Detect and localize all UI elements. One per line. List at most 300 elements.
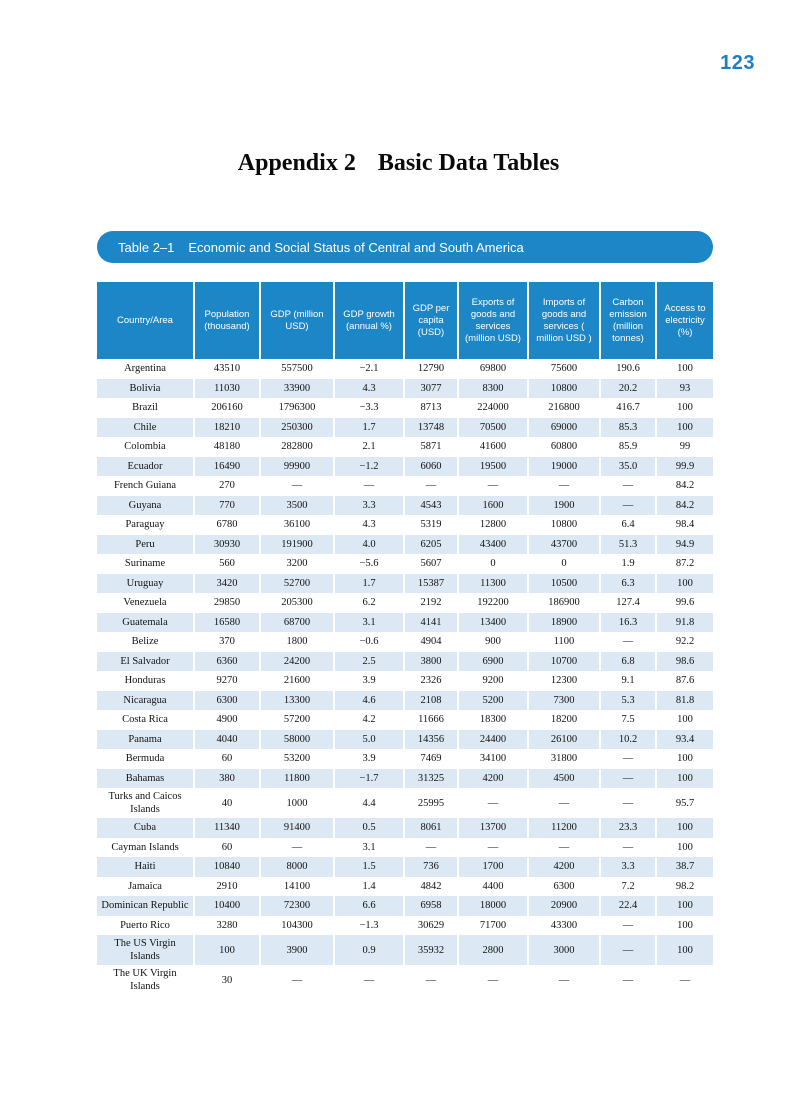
value-cell: 7469 [404, 749, 458, 769]
table-caption-bar [97, 231, 713, 263]
value-cell: 216800 [528, 398, 600, 418]
value-cell: 5.3 [600, 691, 656, 711]
value-cell: 16.3 [600, 613, 656, 633]
value-cell: 7300 [528, 691, 600, 711]
value-cell: 15387 [404, 574, 458, 594]
value-cell: 10400 [194, 896, 260, 916]
value-cell: 100 [656, 896, 713, 916]
value-cell: 40 [194, 788, 260, 818]
table-row [97, 769, 713, 789]
value-cell: 1800 [260, 632, 334, 652]
value-cell: 43700 [528, 535, 600, 555]
value-cell: — [528, 476, 600, 496]
value-cell: 3.3 [600, 857, 656, 877]
column-header-gdp-per-capita: GDP per capita (USD) [404, 282, 458, 359]
value-cell: 10800 [528, 379, 600, 399]
value-cell: 370 [194, 632, 260, 652]
value-cell: 1100 [528, 632, 600, 652]
value-cell: — [404, 476, 458, 496]
value-cell: 3.1 [334, 838, 404, 858]
country-cell: Ecuador [97, 457, 194, 477]
value-cell: 100 [656, 418, 713, 438]
value-cell: 11800 [260, 769, 334, 789]
value-cell: 5607 [404, 554, 458, 574]
value-cell: 5.0 [334, 730, 404, 750]
value-cell: 770 [194, 496, 260, 516]
country-cell: Chile [97, 418, 194, 438]
value-cell: 57200 [260, 710, 334, 730]
country-cell: Brazil [97, 398, 194, 418]
value-cell: 68700 [260, 613, 334, 633]
value-cell: 206160 [194, 398, 260, 418]
value-cell: — [528, 788, 600, 818]
country-cell: The UK Virgin Islands [97, 965, 194, 995]
value-cell: 60 [194, 838, 260, 858]
value-cell: 1.7 [334, 574, 404, 594]
value-cell: — [458, 788, 528, 818]
value-cell: 5319 [404, 515, 458, 535]
header-row [97, 282, 713, 359]
table-row [97, 613, 713, 633]
table-row [97, 593, 713, 613]
country-cell: Guyana [97, 496, 194, 516]
value-cell: 5871 [404, 437, 458, 457]
value-cell: — [600, 632, 656, 652]
value-cell: −5.6 [334, 554, 404, 574]
value-cell: 1000 [260, 788, 334, 818]
value-cell: 4500 [528, 769, 600, 789]
value-cell: 100 [656, 818, 713, 838]
value-cell: −1.7 [334, 769, 404, 789]
value-cell: 24400 [458, 730, 528, 750]
value-cell: 5200 [458, 691, 528, 711]
value-cell: 127.4 [600, 593, 656, 613]
table-row [97, 749, 713, 769]
value-cell: 14100 [260, 877, 334, 897]
value-cell: 8300 [458, 379, 528, 399]
value-cell: 100 [677, 402, 693, 414]
column-header-gdp: GDP (million USD) [260, 282, 334, 359]
value-cell: — [600, 935, 656, 965]
value-cell: 33900 [260, 379, 334, 399]
value-cell: 6060 [404, 457, 458, 477]
value-cell: 13300 [260, 691, 334, 711]
value-cell: 7.5 [600, 710, 656, 730]
value-cell: 70500 [458, 418, 528, 438]
value-cell: 99 [679, 441, 691, 453]
value-cell: 53200 [260, 749, 334, 769]
value-cell: — [600, 965, 656, 995]
value-cell: 191900 [260, 535, 334, 555]
value-cell: 93 [656, 379, 713, 399]
table-row [97, 935, 713, 965]
value-cell: 3900 [260, 935, 334, 965]
value-cell: 84.2 [675, 480, 695, 492]
value-cell: 31325 [404, 769, 458, 789]
value-cell: — [260, 476, 334, 496]
table-row [97, 632, 713, 652]
value-cell: 14356 [404, 730, 458, 750]
column-header-country: Country/Area [97, 282, 194, 359]
column-header-exports: Exports of goods and services (million USD) [458, 282, 528, 359]
value-cell: 18210 [194, 418, 260, 438]
table-row [97, 359, 713, 379]
value-cell: 2192 [404, 593, 458, 613]
value-cell: 52700 [260, 574, 334, 594]
country-cell: Haiti [97, 857, 194, 877]
value-cell: 75600 [528, 359, 600, 379]
value-cell: 3.9 [334, 671, 404, 691]
value-cell: 192200 [458, 593, 528, 613]
value-cell: 4.3 [334, 379, 404, 399]
table-row [97, 877, 713, 897]
value-cell: 91400 [260, 818, 334, 838]
country-cell: The US Virgin Islands [97, 935, 194, 965]
value-cell: 72300 [260, 896, 334, 916]
value-cell: 100 [656, 935, 713, 965]
value-cell: 0.9 [334, 935, 404, 965]
value-cell: 3420 [194, 574, 260, 594]
value-cell: — [528, 838, 600, 858]
value-cell: 58000 [260, 730, 334, 750]
title-text: Basic Data Tables [377, 150, 560, 176]
country-cell: El Salvador [97, 652, 194, 672]
value-cell: — [404, 838, 458, 858]
value-cell: 10700 [528, 652, 600, 672]
value-cell: 3500 [260, 496, 334, 516]
value-cell: 31800 [528, 749, 600, 769]
value-cell: 13748 [404, 418, 458, 438]
value-cell: 91.8 [656, 613, 713, 633]
value-cell: 11340 [194, 818, 260, 838]
value-cell: −3.3 [334, 398, 404, 418]
value-cell: — [600, 476, 656, 496]
value-cell: 13400 [458, 613, 528, 633]
value-cell: 69000 [528, 418, 600, 438]
value-cell: — [600, 838, 656, 858]
value-cell: 41600 [458, 437, 528, 457]
table-row [97, 457, 713, 477]
value-cell: 19500 [458, 457, 528, 477]
value-cell: 9.1 [600, 671, 656, 691]
value-cell: 51.3 [600, 535, 656, 555]
table-row [97, 788, 713, 818]
value-cell: 2326 [404, 671, 458, 691]
value-cell: 4900 [194, 710, 260, 730]
value-cell: 1.4 [334, 877, 404, 897]
value-cell: 270 [194, 476, 260, 496]
value-cell: 4543 [404, 496, 458, 516]
value-cell: 38.7 [656, 857, 713, 877]
value-cell: 12300 [528, 671, 600, 691]
value-cell: 224000 [458, 398, 528, 418]
country-cell: Bahamas [97, 769, 194, 789]
country-cell: Belize [97, 632, 194, 652]
table-row [97, 671, 713, 691]
value-cell: 6780 [194, 515, 260, 535]
value-cell: — [458, 476, 528, 496]
table-row [97, 730, 713, 750]
value-cell: 4040 [194, 730, 260, 750]
value-cell: — [334, 476, 404, 496]
value-cell: 205300 [260, 593, 334, 613]
value-cell: 6205 [404, 535, 458, 555]
value-cell: 43400 [458, 535, 528, 555]
value-cell: 4200 [528, 857, 600, 877]
value-cell: 0.5 [334, 818, 404, 838]
country-cell: Suriname [97, 554, 194, 574]
value-cell: 10800 [528, 515, 600, 535]
column-header-population: Population (thousand) [194, 282, 260, 359]
table-row [97, 554, 713, 574]
table-row [97, 574, 713, 594]
country-cell: Paraguay [97, 515, 194, 535]
value-cell: 29850 [194, 593, 260, 613]
value-cell: 95.7 [675, 797, 695, 809]
value-cell: 0 [458, 554, 528, 574]
value-cell: 87.2 [675, 558, 695, 570]
value-cell: 10.2 [600, 730, 656, 750]
page-title [0, 150, 797, 177]
value-cell: 1.9 [600, 554, 656, 574]
value-cell: 98.4 [675, 519, 695, 531]
table-row [97, 652, 713, 672]
value-cell: 20900 [528, 896, 600, 916]
country-cell: Venezuela [97, 593, 194, 613]
table-row [97, 476, 713, 496]
value-cell: 1.7 [334, 418, 404, 438]
value-cell: 3000 [528, 935, 600, 965]
value-cell: 11200 [528, 818, 600, 838]
value-cell: 1796300 [260, 398, 334, 418]
country-cell: Panama [97, 730, 194, 750]
value-cell: 30930 [194, 535, 260, 555]
value-cell: 100 [677, 363, 693, 375]
value-cell: 8000 [260, 857, 334, 877]
value-cell: 4400 [458, 877, 528, 897]
value-cell: 100 [677, 753, 693, 765]
country-cell: Cayman Islands [97, 838, 194, 858]
value-cell: 3800 [404, 652, 458, 672]
value-cell: 60800 [528, 437, 600, 457]
value-cell: 6.4 [600, 515, 656, 535]
value-cell: 16490 [194, 457, 260, 477]
value-cell: 10840 [194, 857, 260, 877]
value-cell: 30 [194, 965, 260, 995]
value-cell: 4.6 [334, 691, 404, 711]
value-cell: 6.8 [600, 652, 656, 672]
value-cell: 3077 [404, 379, 458, 399]
country-cell: Costa Rica [97, 710, 194, 730]
value-cell: 20.2 [600, 379, 656, 399]
value-cell: 16580 [194, 613, 260, 633]
value-cell: 35.0 [600, 457, 656, 477]
value-cell: 3.3 [334, 496, 404, 516]
value-cell: 3.1 [334, 613, 404, 633]
value-cell: — [600, 916, 656, 936]
value-cell: 18200 [528, 710, 600, 730]
value-cell: 100 [194, 935, 260, 965]
value-cell: — [458, 838, 528, 858]
value-cell: 9270 [194, 671, 260, 691]
value-cell: 100 [677, 841, 693, 853]
value-cell: 71700 [458, 916, 528, 936]
value-cell: 2.1 [334, 437, 404, 457]
country-cell: Puerto Rico [97, 916, 194, 936]
appendix-label: Appendix 2 [237, 150, 356, 176]
value-cell: — [600, 769, 656, 789]
value-cell: 6958 [404, 896, 458, 916]
value-cell: 18900 [528, 613, 600, 633]
value-cell: 900 [458, 632, 528, 652]
value-cell: 36100 [260, 515, 334, 535]
country-cell: Bolivia [97, 379, 194, 399]
country-cell: Turks and Caicos Islands [97, 788, 194, 818]
value-cell: 13700 [458, 818, 528, 838]
table-row [97, 896, 713, 916]
value-cell: 81.8 [656, 691, 713, 711]
value-cell: −2.1 [334, 359, 404, 379]
value-cell: 23.3 [600, 818, 656, 838]
table-row [97, 398, 713, 418]
value-cell: — [600, 496, 656, 516]
value-cell: 18000 [458, 896, 528, 916]
value-cell: 4141 [404, 613, 458, 633]
value-cell: 69800 [458, 359, 528, 379]
value-cell: 4842 [404, 877, 458, 897]
value-cell: 6300 [194, 691, 260, 711]
column-header-gdp-growth: GDP growth (annual %) [334, 282, 404, 359]
value-cell: 85.3 [600, 418, 656, 438]
value-cell: 1.5 [334, 857, 404, 877]
value-cell: 98.2 [675, 880, 695, 892]
country-cell: Guatemala [97, 613, 194, 633]
value-cell: 3280 [194, 916, 260, 936]
value-cell: 11030 [194, 379, 260, 399]
value-cell: 4200 [458, 769, 528, 789]
value-cell: 4.3 [334, 515, 404, 535]
value-cell: 416.7 [600, 398, 656, 418]
value-cell: — [528, 965, 600, 995]
table-row [97, 818, 713, 838]
value-cell: −1.3 [334, 916, 404, 936]
value-cell: 6900 [458, 652, 528, 672]
table-section [97, 231, 713, 995]
value-cell: 11300 [458, 574, 528, 594]
value-cell: 736 [404, 857, 458, 877]
value-cell: 3200 [260, 554, 334, 574]
value-cell: 25995 [404, 788, 458, 818]
value-cell: 1700 [458, 857, 528, 877]
value-cell: 21600 [260, 671, 334, 691]
value-cell: 34100 [458, 749, 528, 769]
country-cell: Uruguay [97, 574, 194, 594]
country-cell: Argentina [97, 359, 194, 379]
value-cell: 104300 [260, 916, 334, 936]
country-cell: Bermuda [97, 749, 194, 769]
country-cell: Honduras [97, 671, 194, 691]
value-cell: 100 [656, 769, 713, 789]
table-row [97, 515, 713, 535]
value-cell: 8713 [404, 398, 458, 418]
value-cell: — [679, 974, 691, 986]
table-row [97, 535, 713, 555]
value-cell: 100 [677, 919, 693, 931]
value-cell: 26100 [528, 730, 600, 750]
value-cell: 99.6 [675, 597, 695, 609]
value-cell: 18300 [458, 710, 528, 730]
value-cell: 3.9 [334, 749, 404, 769]
value-cell: 2.5 [334, 652, 404, 672]
value-cell: 8061 [404, 818, 458, 838]
table-row [97, 379, 713, 399]
table-row [97, 691, 713, 711]
table-row [97, 857, 713, 877]
value-cell: 557500 [260, 359, 334, 379]
value-cell: −1.2 [334, 457, 404, 477]
table-row [97, 710, 713, 730]
value-cell: 92.2 [675, 636, 695, 648]
value-cell: 6.3 [600, 574, 656, 594]
country-cell: Cuba [97, 818, 194, 838]
value-cell: 94.9 [656, 535, 713, 555]
value-cell: 60 [194, 749, 260, 769]
table-row [97, 418, 713, 438]
data-table [97, 282, 713, 995]
value-cell: — [600, 788, 656, 818]
value-cell: 4.2 [334, 710, 404, 730]
table-caption-label: Table 2–1 [118, 239, 175, 255]
table-row [97, 965, 713, 995]
value-cell: 560 [194, 554, 260, 574]
country-cell: Nicaragua [97, 691, 194, 711]
value-cell: −0.6 [334, 632, 404, 652]
table-row [97, 437, 713, 457]
table-row [97, 916, 713, 936]
value-cell: 84.2 [656, 496, 713, 516]
value-cell: 43510 [194, 359, 260, 379]
value-cell: 4904 [404, 632, 458, 652]
value-cell: 6360 [194, 652, 260, 672]
value-cell: 9200 [458, 671, 528, 691]
value-cell: — [260, 838, 334, 858]
country-cell: French Guiana [97, 476, 194, 496]
table-row [97, 496, 713, 516]
column-header-electricity-access: Access to electricity (%) [656, 282, 713, 359]
value-cell: 0 [528, 554, 600, 574]
value-cell: 19000 [528, 457, 600, 477]
value-cell: 2910 [194, 877, 260, 897]
value-cell: 380 [194, 769, 260, 789]
value-cell: 24200 [260, 652, 334, 672]
value-cell: — [404, 965, 458, 995]
value-cell: 282800 [260, 437, 334, 457]
value-cell: 30629 [404, 916, 458, 936]
page-number: 123 [720, 52, 755, 74]
country-cell: Colombia [97, 437, 194, 457]
value-cell: 1600 [458, 496, 528, 516]
value-cell: 1900 [528, 496, 600, 516]
value-cell: 48180 [194, 437, 260, 457]
value-cell: 100 [677, 714, 693, 726]
value-cell: 6.6 [334, 896, 404, 916]
value-cell: 4.4 [334, 788, 404, 818]
value-cell: 11666 [404, 710, 458, 730]
country-cell: Jamaica [97, 877, 194, 897]
value-cell: 4.0 [334, 535, 404, 555]
country-cell: Dominican Republic [97, 896, 194, 916]
value-cell: — [458, 965, 528, 995]
